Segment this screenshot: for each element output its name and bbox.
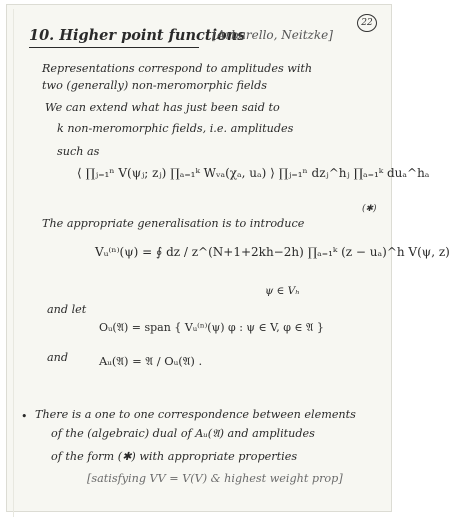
- text-line: of the (algebraic) dual of Aᵤ(𝔄) and amplitudes: [51, 427, 315, 440]
- bullet-point: •: [21, 410, 28, 423]
- text-line: such as: [57, 145, 100, 158]
- text-line: and let: [47, 303, 87, 316]
- text-line: of the form (✱) with appropriate properties: [51, 450, 298, 463]
- page-edge: [13, 9, 14, 517]
- bracket-note: [satisfying VV = V(V) & highest weight prop]: [87, 472, 343, 485]
- equation-condition: ψ ∈ Vₕ: [265, 285, 300, 297]
- text-line: The appropriate generalisation is to introduce: [42, 217, 305, 230]
- text-line: k non-meromorphic fields, i.e. amplitudes: [57, 122, 294, 135]
- text-line: two (generally) non-meromorphic fields: [42, 79, 268, 92]
- text-line: There is a one to one correspondence between elements: [35, 408, 356, 421]
- page-number-circle: 22: [357, 14, 377, 32]
- amplitude-equation: ⟨ ∏ⱼ₌₁ⁿ V(ψⱼ; zⱼ) ∏ₐ₌₁ᵏ Wᵥₐ(χₐ, uₐ) ⟩ ∏ⱼ₌₁ⁿ dzⱼ^hⱼ ∏ₐ₌₁ᵏ duₐ^hₐ: [77, 166, 430, 180]
- text-line: Representations correspond to amplitudes with: [42, 62, 313, 75]
- title-underline: [29, 47, 199, 48]
- section-title: 10. Higher point functions: [29, 27, 246, 44]
- notebook-page: [6, 4, 450, 512]
- equation-tag: (✱): [362, 204, 377, 214]
- quotient-definition-equation: Aᵤ(𝔄) = 𝔄 / Oᵤ(𝔄) .: [99, 354, 203, 368]
- text-line: and: [47, 351, 69, 364]
- span-definition-equation: Oᵤ(𝔄) = span { Vᵤ⁽ⁿ⁾(ψ) φ : ψ ∈ V, φ ∈ 𝔄 }: [99, 321, 324, 334]
- mode-definition-equation: Vᵤ⁽ⁿ⁾(ψ) = ∮ dz / z^(N+1+2kh−2h) ∏ₐ₌₁ᵏ (z − uₐ)^h V(ψ, z): [95, 245, 450, 259]
- text-line: We can extend what has just been said to: [45, 101, 280, 114]
- references-note: [Arbarello, Neitzke]: [212, 28, 333, 42]
